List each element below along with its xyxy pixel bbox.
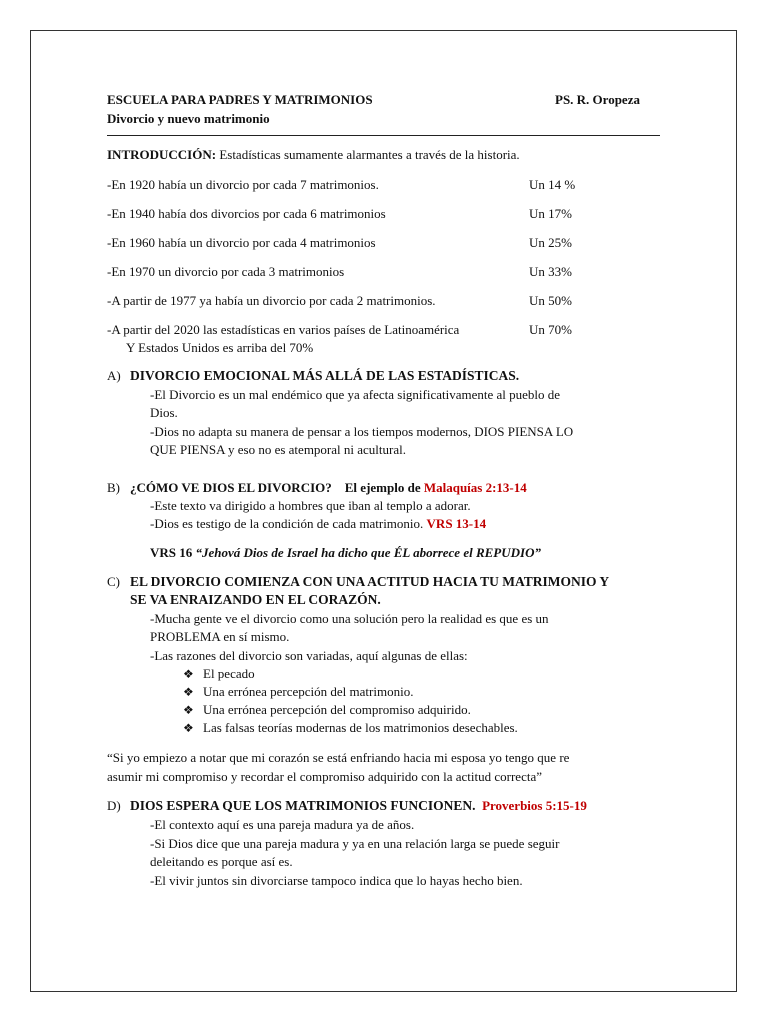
author-name: PS. R. Oropeza (555, 92, 640, 107)
section-b-line-text: -Dios es testigo de la condición de cada matrimonio. (150, 516, 427, 531)
section-d-letter: D) (107, 798, 121, 813)
section-d-heading (130, 797, 587, 815)
list-item: Una errónea percepción del matrimonio. (203, 684, 414, 699)
stat-text: -En 1940 había dos divorcios por cada 6 matrimonios (107, 206, 386, 221)
stat-percent: Un 14 % (529, 177, 576, 192)
section-b-reference: Malaquías 2:13-14 (423, 480, 527, 495)
section-c-letter: C) (107, 574, 120, 589)
section-a-line: -Dios no adapta su manera de pensar a los tiempos modernos, DIOS PIENSA LO (150, 424, 574, 439)
section-c-line: -Las razones del divorcio son variadas, aquí algunas de ellas: (150, 648, 468, 663)
stat-percent: Un 50% (529, 293, 572, 308)
section-c-line: PROBLEMA en sí mismo. (150, 629, 290, 644)
stat-text: -En 1970 un divorcio por cada 3 matrimonios (107, 264, 345, 279)
section-b-line: -Este texto va dirigido a hombres que iban al templo a adorar. (150, 498, 471, 513)
intro-line (107, 146, 520, 164)
stat-text: -A partir de 1977 ya había un divorcio por cada 2 matrimonios. (107, 293, 436, 308)
section-d-reference: Proverbios 5:15-19 (482, 798, 587, 813)
diamond-bullet-icon: ❖ (183, 703, 194, 717)
list-item: Las falsas teorías modernas de los matrimonios desechables. (203, 720, 518, 735)
section-a-line: QUE PIENSA y eso no es atemporal ni acultural. (150, 442, 406, 457)
quote-line: asumir mi compromiso y recordar el compromiso adquirido con la actitud correcta” (107, 769, 542, 784)
stat-text: -En 1920 había un divorcio por cada 7 matrimonios. (107, 177, 379, 192)
verse-line (150, 544, 541, 562)
stat-percent: Un 70% (529, 322, 572, 337)
quote-line: “Si yo empiezo a notar que mi corazón se está enfriando hacia mi esposa yo tengo que re (107, 750, 570, 765)
stat-percent: Un 33% (529, 264, 572, 279)
section-b-line (150, 515, 486, 533)
section-d-line: -Si Dios dice que una pareja madura y ya en una relación larga se puede seguir (150, 836, 560, 851)
section-b-letter: B) (107, 480, 120, 495)
header-divider (107, 135, 660, 136)
section-a-line: Dios. (150, 405, 178, 420)
section-a-letter: A) (107, 368, 121, 383)
section-c-title: EL DIVORCIO COMIENZA CON UNA ACTITUD HACIA TU MATRIMONIO Y (130, 574, 610, 589)
list-item: El pecado (203, 666, 255, 681)
section-a-title: DIVORCIO EMOCIONAL MÁS ALLÁ DE LAS ESTADÍSTICAS. (130, 368, 520, 383)
intro-heading: INTRODUCCIÓN: (107, 147, 217, 162)
section-d-line: -El vivir juntos sin divorciarse tampoco indica que lo hayas hecho bien. (150, 873, 523, 888)
stat-text: -En 1960 había un divorcio por cada 4 matrimonios (107, 235, 376, 250)
section-b-line-reference: VRS 13-14 (426, 516, 487, 531)
intro-text: Estadísticas sumamente alarmantes a través de la historia. (216, 147, 520, 162)
diamond-bullet-icon: ❖ (183, 721, 194, 735)
section-d-title: DIOS ESPERA QUE LOS MATRIMONIOS FUNCIONEN. (130, 798, 476, 813)
verse-label: VRS 16 (150, 545, 196, 560)
stat-percent: Un 17% (529, 206, 572, 221)
verse-quote: “Jehová Dios de Israel ha dicho que ÉL aborrece el REPUDIO” (195, 545, 541, 560)
section-d-line: -El contexto aquí es una pareja madura ya de años. (150, 817, 415, 832)
diamond-bullet-icon: ❖ (183, 667, 194, 681)
stat-text: -A partir del 2020 las estadísticas en varios países de Latinoamérica (107, 322, 460, 337)
stat-text-continuation: Y Estados Unidos es arriba del 70% (126, 340, 314, 355)
section-b-example: El ejemplo de (344, 480, 424, 495)
document-subtitle: Divorcio y nuevo matrimonio (107, 111, 270, 126)
document-title: ESCUELA PARA PADRES Y MATRIMONIOS (107, 92, 373, 107)
stat-percent: Un 25% (529, 235, 572, 250)
diamond-bullet-icon: ❖ (183, 685, 194, 699)
section-c-title: SE VA ENRAIZANDO EN EL CORAZÓN. (130, 592, 381, 607)
section-b-title: ¿CÓMO VE DIOS EL DIVORCIO? (130, 480, 332, 495)
list-item: Una errónea percepción del compromiso adquirido. (203, 702, 471, 717)
section-c-line: -Mucha gente ve el divorcio como una solución pero la realidad es que es un (150, 611, 549, 626)
section-a-line: -El Divorcio es un mal endémico que ya afecta significativamente al pueblo de (150, 387, 561, 402)
section-d-line: deleitando es porque así es. (150, 854, 293, 869)
section-b-heading (130, 479, 527, 497)
